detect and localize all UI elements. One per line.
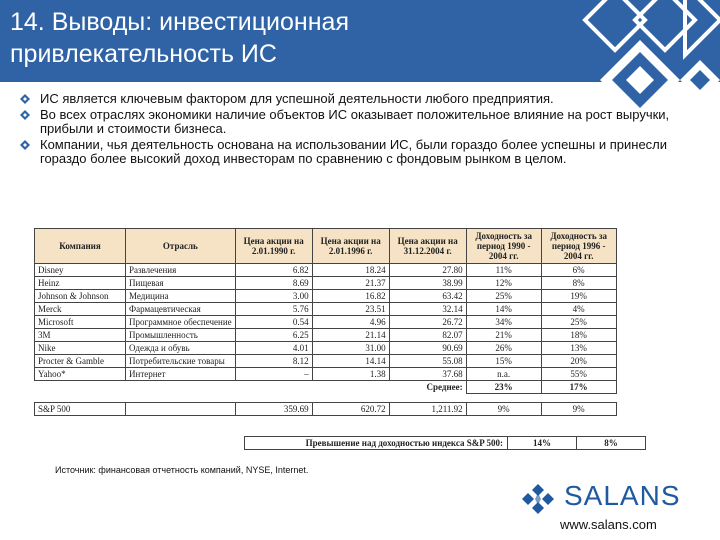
return-cell: 11% xyxy=(466,264,541,277)
returns-table xyxy=(34,228,617,416)
industry-cell: Фармацевтическая xyxy=(126,303,236,316)
return-cell: 55% xyxy=(541,368,616,381)
price-cell: – xyxy=(235,368,312,381)
price-cell: 14.14 xyxy=(312,355,389,368)
return-cell: 4% xyxy=(541,303,616,316)
spacer-row xyxy=(35,394,617,403)
return-cell: 12% xyxy=(466,277,541,290)
return-cell: 15% xyxy=(466,355,541,368)
column-header: Цена акции на 2.01.1996 г. xyxy=(312,229,389,264)
table-row xyxy=(35,355,617,368)
bullet-item xyxy=(40,92,680,106)
company-cell: 3M xyxy=(35,329,126,342)
company-cell: Disney xyxy=(35,264,126,277)
return-cell: 21% xyxy=(466,329,541,342)
column-header: Отрасль xyxy=(126,229,236,264)
table-row xyxy=(35,277,617,290)
column-header: Компания xyxy=(35,229,126,264)
table-row xyxy=(35,264,617,277)
return-cell: 34% xyxy=(466,316,541,329)
return-cell: 14% xyxy=(466,303,541,316)
price-cell: 27.80 xyxy=(389,264,466,277)
premium-value: 14% xyxy=(508,437,577,450)
sp500-cell: 1,211.92 xyxy=(389,403,466,416)
premium-table xyxy=(244,436,646,450)
diamond-bullet-icon xyxy=(20,94,30,104)
price-cell: 0.54 xyxy=(235,316,312,329)
diamond-bullet-icon xyxy=(20,110,30,120)
table-row xyxy=(35,290,617,303)
price-cell: 38.99 xyxy=(389,277,466,290)
return-cell: 19% xyxy=(541,290,616,303)
price-cell: 3.00 xyxy=(235,290,312,303)
industry-cell: Развлечения xyxy=(126,264,236,277)
bullet-list xyxy=(40,92,680,168)
average-label: Среднее: xyxy=(35,381,467,394)
return-cell: 20% xyxy=(541,355,616,368)
sp500-cell: 620.72 xyxy=(312,403,389,416)
average-row xyxy=(35,381,617,394)
price-cell: 1.38 xyxy=(312,368,389,381)
return-cell: n.a. xyxy=(466,368,541,381)
price-cell: 90.69 xyxy=(389,342,466,355)
company-cell: Microsoft xyxy=(35,316,126,329)
price-cell: 55.08 xyxy=(389,355,466,368)
average-value: 23% xyxy=(466,381,541,394)
average-value: 17% xyxy=(541,381,616,394)
industry-cell: Промышленность xyxy=(126,329,236,342)
premium-row xyxy=(245,437,646,450)
table-row xyxy=(35,303,617,316)
returns-table-panel xyxy=(30,222,680,452)
company-cell: Nike xyxy=(35,342,126,355)
sp500-cell: 9% xyxy=(466,403,541,416)
bullet-item xyxy=(40,138,680,166)
price-cell: 31.00 xyxy=(312,342,389,355)
price-cell: 82.07 xyxy=(389,329,466,342)
price-cell: 8.69 xyxy=(235,277,312,290)
table-row xyxy=(35,368,617,381)
industry-cell: Интернет xyxy=(126,368,236,381)
table-row xyxy=(35,316,617,329)
price-cell: 6.82 xyxy=(235,264,312,277)
table-row xyxy=(35,329,617,342)
company-cell: Procter & Gamble xyxy=(35,355,126,368)
return-cell: 8% xyxy=(541,277,616,290)
price-cell: 4.01 xyxy=(235,342,312,355)
diamond-bullet-icon xyxy=(20,140,30,150)
industry-cell: Потребительские товары xyxy=(126,355,236,368)
bullet-text: Компании, чья деятельность основана на использовании ИС, были гораздо более успешны и принесли гораздо более высокий доход инвесторам по сравнению с фондовым рынком в целом. xyxy=(40,137,668,166)
company-cell: Merck xyxy=(35,303,126,316)
bullet-item xyxy=(40,108,680,136)
return-cell: 25% xyxy=(466,290,541,303)
website-link[interactable]: www.salans.com xyxy=(560,517,657,532)
price-cell: 21.14 xyxy=(312,329,389,342)
company-cell: Johnson & Johnson xyxy=(35,290,126,303)
sp500-row xyxy=(35,403,617,416)
salans-logo xyxy=(520,480,710,520)
sp500-cell: 359.69 xyxy=(235,403,312,416)
column-header: Цена акции на 31.12.2004 г. xyxy=(389,229,466,264)
return-cell: 6% xyxy=(541,264,616,277)
price-cell: 5.76 xyxy=(235,303,312,316)
return-cell: 26% xyxy=(466,342,541,355)
sp500-cell xyxy=(126,403,236,416)
industry-cell: Одежда и обувь xyxy=(126,342,236,355)
price-cell: 32.14 xyxy=(389,303,466,316)
price-cell: 23.51 xyxy=(312,303,389,316)
table-row xyxy=(35,342,617,355)
column-header: Доходность за период 1996 - 2004 гг. xyxy=(541,229,616,264)
return-cell: 18% xyxy=(541,329,616,342)
industry-cell: Программное обеспечение xyxy=(126,316,236,329)
price-cell: 37.68 xyxy=(389,368,466,381)
price-cell: 18.24 xyxy=(312,264,389,277)
bullet-text: ИС является ключевым фактором для успешной деятельности любого предприятия. xyxy=(40,91,554,106)
price-cell: 21.37 xyxy=(312,277,389,290)
industry-cell: Медицина xyxy=(126,290,236,303)
bullet-text: Во всех отраслях экономики наличие объектов ИС оказывает положительное влияние на рост выручки, прибыли и стоимости бизнеса. xyxy=(40,107,670,136)
sp500-cell: S&P 500 xyxy=(35,403,126,416)
price-cell: 26.72 xyxy=(389,316,466,329)
column-header: Цена акции на 2.01.1990 г. xyxy=(235,229,312,264)
source-note: Источник: финансовая отчетность компаний, NYSE, Internet. xyxy=(55,465,309,475)
logo-diamonds-icon xyxy=(520,484,556,514)
premium-label: Превышение над доходностью индекса S&P 500: xyxy=(245,437,508,450)
price-cell: 6.25 xyxy=(235,329,312,342)
brand-name: SALANS xyxy=(564,480,681,511)
industry-cell: Пищевая xyxy=(126,277,236,290)
company-cell: Heinz xyxy=(35,277,126,290)
premium-value: 8% xyxy=(577,437,646,450)
company-cell: Yahoo* xyxy=(35,368,126,381)
price-cell: 8.12 xyxy=(235,355,312,368)
slide-title: 14. Выводы: инвестиционная привлекательность ИС xyxy=(10,8,349,68)
sp500-cell: 9% xyxy=(541,403,616,416)
price-cell: 4.96 xyxy=(312,316,389,329)
price-cell: 16.82 xyxy=(312,290,389,303)
return-cell: 13% xyxy=(541,342,616,355)
price-cell: 63.42 xyxy=(389,290,466,303)
return-cell: 25% xyxy=(541,316,616,329)
table-header-row xyxy=(35,229,617,264)
column-header: Доходность за период 1990 - 2004 гг. xyxy=(466,229,541,264)
